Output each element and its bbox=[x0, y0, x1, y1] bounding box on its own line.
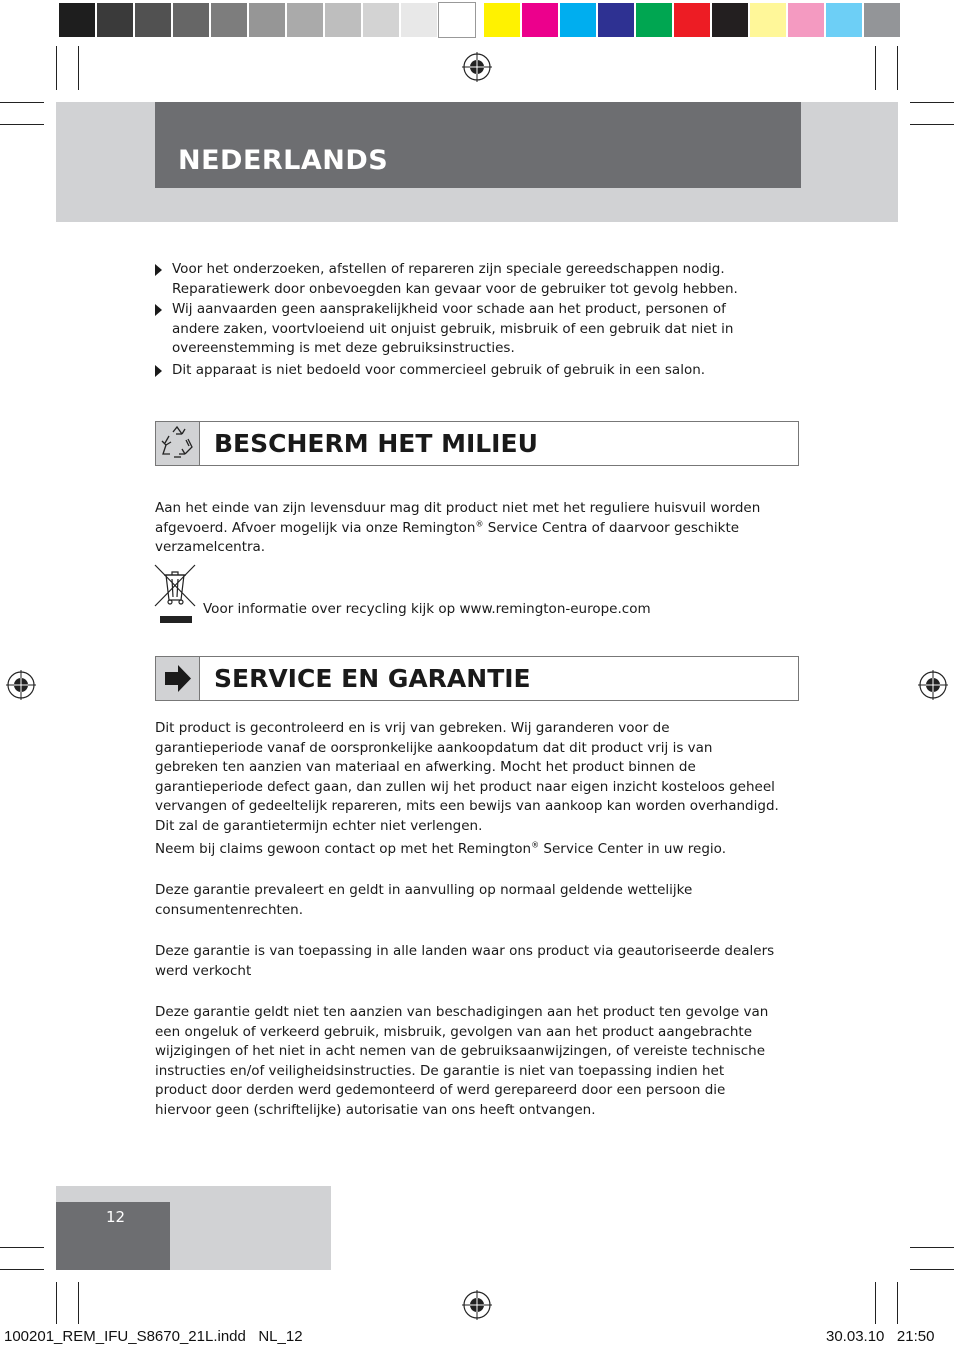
text-span: afgevoerd. Afvoer mogelijk via onze Remington bbox=[155, 519, 476, 536]
bullet-arrow-icon bbox=[155, 304, 162, 316]
paragraph-line: vervangen of gedeeltelijk repareren, mits een bewijs van aankoop kan worden overhandigd. bbox=[155, 798, 779, 814]
paragraph-line: garantieperiode defect gaan, dan zullen wij het product naar eigen inzicht kosteloos geheel bbox=[155, 778, 775, 795]
section-header-service bbox=[155, 656, 799, 701]
process-color-swatch bbox=[674, 3, 710, 37]
paragraph-line: hiervoor geen (schriftelijke) autorisatie van ons heeft ontvangen. bbox=[155, 1101, 596, 1118]
gray-swatch bbox=[401, 3, 437, 37]
paragraph-line: Aan het einde van zijn levensduur mag dit product niet met het reguliere huisvuil worden bbox=[155, 500, 761, 516]
bullet-item bbox=[172, 300, 792, 359]
text-span: Service Center in uw regio. bbox=[539, 841, 726, 857]
gray-swatch bbox=[97, 3, 133, 37]
gray-swatch bbox=[59, 3, 95, 37]
process-color-swatch bbox=[522, 3, 558, 37]
crossed-bin-icon bbox=[154, 564, 196, 626]
paragraph-line: een ongeluk of verkeerd gebruik, misbruik, gevolgen van aan het product aangebrachte bbox=[155, 1023, 753, 1040]
gray-swatch bbox=[173, 3, 209, 37]
bullet-line: Voor het onderzoeken, afstellen of repareren zijn speciale gereedschappen nodig. bbox=[172, 261, 725, 277]
bullet-item bbox=[172, 361, 792, 381]
paragraph-line: werd verkocht bbox=[155, 962, 252, 979]
crop-mark bbox=[910, 124, 954, 125]
file-slug: 100201_REM_IFU_S8670_21L.indd NL_12 bbox=[4, 1328, 303, 1345]
registration-mark-icon bbox=[462, 52, 492, 82]
service-paragraph-5 bbox=[155, 1003, 785, 1120]
page-number: 12 bbox=[106, 1208, 126, 1226]
registration-mark-icon bbox=[462, 1290, 492, 1320]
paragraph-line: instructies en/of veiligheidsinstructies. De garantie is niet van toepassing indien het bbox=[155, 1062, 725, 1079]
process-color-swatch bbox=[826, 3, 862, 37]
gray-swatch bbox=[325, 3, 361, 37]
paragraph-line: Deze garantie is van toepassing in alle landen waar ons product via geautoriseerde dealers bbox=[155, 943, 775, 959]
crop-mark bbox=[0, 124, 44, 125]
crop-mark bbox=[897, 1282, 898, 1324]
page-title: NEDERLANDS bbox=[178, 145, 389, 176]
service-paragraph-1 bbox=[155, 719, 785, 836]
service-paragraph-2 bbox=[155, 840, 785, 860]
section-title: BESCHERM HET MILIEU bbox=[214, 429, 538, 458]
crop-mark bbox=[0, 1269, 44, 1270]
paragraph-line: Deze garantie geldt niet ten aanzien van beschadigingen aan het product ten gevolge van bbox=[155, 1004, 769, 1020]
text-span: Neem bij claims gewoon contact op met het Remington bbox=[155, 841, 532, 857]
service-paragraph-4 bbox=[155, 942, 785, 981]
crop-mark bbox=[910, 102, 954, 103]
crop-mark bbox=[56, 46, 57, 90]
paragraph-line bbox=[155, 519, 785, 539]
paragraph-line: Deze garantie prevaleert en geldt in aanvulling op normaal geldende wettelijke bbox=[155, 882, 693, 898]
environment-paragraph bbox=[155, 499, 785, 558]
paragraph-line: Dit zal de garantietermijn echter niet verlengen. bbox=[155, 817, 483, 834]
crop-mark bbox=[910, 1269, 954, 1270]
arrow-right-icon bbox=[156, 657, 200, 700]
process-color-swatch bbox=[598, 3, 634, 37]
crop-mark bbox=[0, 102, 44, 103]
bullet-arrow-icon bbox=[155, 365, 162, 377]
paragraph-line: garantieperiode vanaf de oorspronkelijke aankoopdatum dat dit product vrij is van bbox=[155, 739, 713, 756]
recycling-info-text: Voor informatie over recycling kijk op www.remington-europe.com bbox=[203, 601, 651, 617]
crop-mark bbox=[897, 46, 898, 90]
registered-mark: ® bbox=[531, 840, 540, 850]
crop-mark bbox=[910, 1247, 954, 1248]
bullet-item bbox=[172, 260, 792, 299]
gray-swatch bbox=[211, 3, 247, 37]
paragraph-line: gebreken ten aanzien van materiaal en afwerking. Mocht het product binnen de bbox=[155, 759, 696, 775]
recycle-icon bbox=[156, 422, 200, 465]
gray-swatch bbox=[249, 3, 285, 37]
registered-mark: ® bbox=[475, 519, 484, 528]
paragraph-line: consumentenrechten. bbox=[155, 901, 303, 918]
gray-swatch bbox=[363, 3, 399, 37]
process-color-swatch bbox=[484, 3, 520, 37]
bullet-line: Dit apparaat is niet bedoeld voor commercieel gebruik of gebruik in een salon. bbox=[172, 362, 706, 378]
section-header-environment bbox=[155, 421, 799, 466]
gray-swatch bbox=[135, 3, 171, 37]
process-color-swatch bbox=[712, 3, 748, 37]
process-color-swatch bbox=[750, 3, 786, 37]
text-span: Service Centra of daarvoor geschikte bbox=[483, 519, 740, 536]
section-title: SERVICE EN GARANTIE bbox=[214, 664, 531, 693]
paragraph-line: verzamelcentra. bbox=[155, 539, 266, 555]
service-paragraph-3 bbox=[155, 881, 785, 920]
paragraph-line: product door derden werd gedemonteerd of werd gerepareerd door een persoon die bbox=[155, 1082, 726, 1098]
bullet-line: andere zaken, voortvloeiend uit onjuist gebruik, misbruik of een gebruik dat niet in bbox=[172, 320, 734, 337]
registration-mark-icon bbox=[918, 670, 948, 700]
bullet-line: Wij aanvaarden geen aansprakelijkheid voor schade aan het product, personen of bbox=[172, 301, 726, 317]
date-slug: 30.03.10 21:50 bbox=[826, 1328, 935, 1345]
crop-mark bbox=[56, 1282, 57, 1324]
paragraph-line: wijzigingen of het niet in acht nemen van de gebruiksaanwijzingen, of vereiste technische bbox=[155, 1043, 766, 1059]
process-color-swatch bbox=[560, 3, 596, 37]
process-color-swatch bbox=[636, 3, 672, 37]
crop-mark bbox=[875, 46, 876, 90]
crop-mark bbox=[78, 1282, 79, 1324]
bullet-line: Reparatiewerk door onbevoegden kan gevaar voor de gebruiker tot gevolg hebben. bbox=[172, 280, 738, 297]
registration-mark-icon bbox=[6, 670, 36, 700]
gray-swatch bbox=[287, 3, 323, 37]
gray-swatch bbox=[439, 3, 475, 37]
bullet-arrow-icon bbox=[155, 264, 162, 276]
paragraph-line: Dit product is gecontroleerd en is vrij van gebreken. Wij garanderen voor de bbox=[155, 720, 670, 736]
process-color-swatch bbox=[788, 3, 824, 37]
process-color-swatch bbox=[864, 3, 900, 37]
crop-mark bbox=[0, 1247, 44, 1248]
crop-mark bbox=[875, 1282, 876, 1324]
crop-mark bbox=[78, 46, 79, 90]
bullet-line: overeenstemming is met deze gebruiksinstructies. bbox=[172, 340, 515, 356]
